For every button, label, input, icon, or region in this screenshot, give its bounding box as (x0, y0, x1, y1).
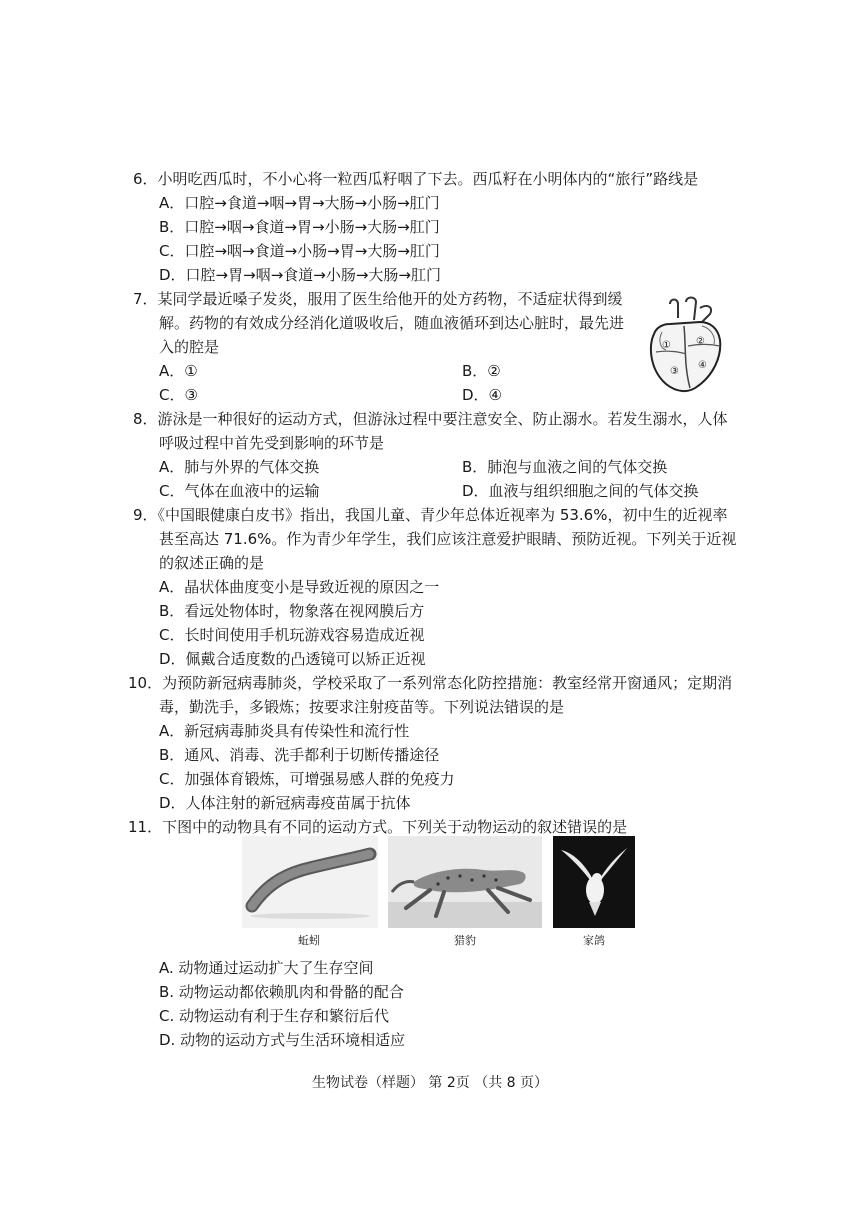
question-10-option-c: C．加强体育锻炼，可增强易感人群的免疫力 (159, 770, 455, 788)
question-6-option-b: B．口腔→咽→食道→胃→小肠→大肠→肛门 (159, 218, 440, 236)
question-6-option-a: A．口腔→食道→咽→胃→大肠→小肠→肛门 (159, 194, 440, 212)
heart-label-1: ① (662, 340, 671, 351)
question-11-option-a: A. 动物通过运动扩大了生存空间 (159, 959, 374, 977)
question-10-option-d: D．人体注射的新冠病毒疫苗属于抗体 (159, 794, 411, 812)
caption-earthworm: 蚯蚓 (298, 934, 320, 947)
question-9-option-c: C．长时间使用手机玩游戏容易造成近视 (159, 626, 425, 644)
question-9-option-b: B．看远处物体时，物象落在视网膜后方 (159, 602, 425, 620)
question-8-option-b: B．肺泡与血液之间的气体交换 (462, 458, 668, 476)
question-10-option-b: B．通风、消毒、洗手都利于切断传播途径 (159, 746, 440, 764)
question-10-option-a: A．新冠病毒肺炎具有传染性和流行性 (159, 722, 410, 740)
question-8-option-c: C．气体在血液中的运输 (159, 482, 320, 500)
heart-label-4: ④ (698, 360, 707, 371)
question-7-option-b: B．② (462, 362, 501, 380)
heart-label-3: ③ (670, 366, 679, 377)
question-9-option-a: A．晶状体曲度变小是导致近视的原因之一 (159, 578, 440, 596)
question-11-option-c: C. 动物运动有利于生存和繁衍后代 (159, 1007, 390, 1025)
question-11-option-b: B. 动物运动都依赖肌肉和骨骼的配合 (159, 983, 404, 1001)
question-9-option-d: D．佩戴合适度数的凸透镜可以矫正近视 (159, 650, 426, 668)
question-7-stem-line-1: 7．某同学最近嗓子发炎，服用了医生给他开的处方药物，不适症状得到缓 (133, 290, 623, 308)
question-8-stem-line-2: 呼吸过程中首先受到影响的环节是 (159, 434, 385, 452)
question-6-stem: 6．小明吃西瓜时，不小心将一粒西瓜籽咽了下去。西瓜籽在小明体内的“旅行”路线是 (133, 170, 699, 188)
question-9-stem-line-3: 的叙述正确的是 (159, 554, 265, 572)
question-7-option-d: D．④ (462, 386, 502, 404)
cheetah-image (388, 836, 542, 928)
heart-diagram (640, 296, 728, 396)
question-8-option-d: D．血液与组织细胞之间的气体交换 (462, 482, 699, 500)
pigeon-image (553, 836, 635, 928)
question-11-option-d: D. 动物的运动方式与生活环境相适应 (159, 1031, 406, 1049)
question-7-option-a: A．① (159, 362, 198, 380)
question-8-stem-line-1: 8．游泳是一种很好的运动方式，但游泳过程中要注意安全、防止溺水。若发生溺水，人体 (133, 410, 728, 428)
caption-cheetah: 猎豹 (454, 934, 476, 947)
question-6-option-d: D．口腔→胃→咽→食道→小肠→大肠→肛门 (159, 266, 441, 284)
question-9-stem-line-1: 9．《中国眼健康白皮书》指出，我国儿童、青少年总体近视率为 53.6%，初中生的近视率 (133, 506, 728, 524)
question-11-stem: 11．下图中的动物具有不同的运动方式。下列关于动物运动的叙述错误的是 (128, 818, 628, 836)
page-footer: 生物试卷（样题） 第 2页 （共 8 页） (311, 1075, 549, 1091)
question-7-option-c: C．③ (159, 386, 198, 404)
heart-label-2: ② (696, 336, 705, 347)
question-6-option-c: C．口腔→咽→食道→小肠→胃→大肠→肛门 (159, 242, 440, 260)
question-10-stem-line-2: 毒，勤洗手，多锻炼；按要求注射疫苗等。下列说法错误的是 (159, 698, 565, 716)
caption-pigeon: 家鸽 (583, 934, 605, 947)
question-7-stem-line-3: 入的腔是 (159, 338, 220, 356)
question-7-stem-line-2: 解。药物的有效成分经消化道吸收后，随血液循环到达心脏时，最先进 (159, 314, 625, 332)
earthworm-image (242, 836, 378, 928)
question-10-stem-line-1: 10．为预防新冠病毒肺炎，学校采取了一系列常态化防控措施：教室经常开窗通风；定期消 (128, 674, 733, 692)
question-8-option-a: A．肺与外界的气体交换 (159, 458, 320, 476)
question-9-stem-line-2: 甚至高达 71.6%。作为青少年学生，我们应该注意爱护眼睛、预防近视。下列关于近视 (159, 530, 737, 548)
